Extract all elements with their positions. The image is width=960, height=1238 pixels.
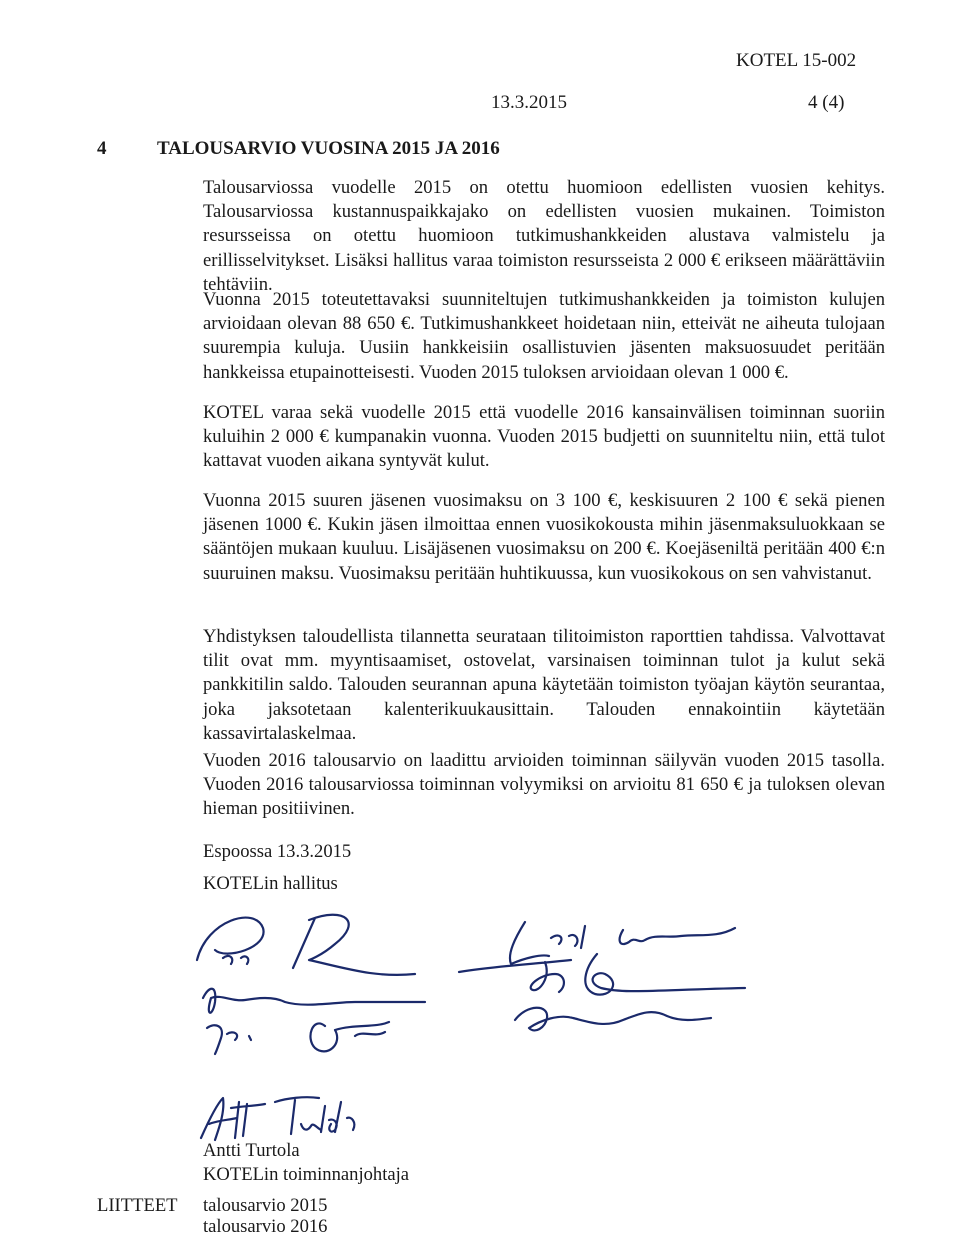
document-id: KOTEL 15-002 [736,50,857,71]
director-name: Antti Turtola [203,1140,300,1161]
paragraph-international: KOTEL varaa sekä vuodelle 2015 että vuodelle 2016 kansainvälisen toiminnan suoriin kuluihin 2 000 € kumpanakin vuonna. Vuoden 2015 budjetti on suunniteltu niin, että tulot kattavat vuoden aikana syntyvät kulut. [203,402,885,472]
paragraph-membership-fees: Vuonna 2015 suuren jäsenen vuosimaksu on 3 100 €, keskisuuren 2 100 € sekä pienen jäsenen 1000 €. Kukin jäsen ilmoittaa ennen vuosikokousta mihin jäsenmaksuluokkaan se sääntöjen mukaan kuuluu. Lisäjäsenen vuosimaksu on 200 €. Koejäseniltä peritään 400 €:n suuruinen maksu. Vuosimaksu peritään huhtikuussa, kun vuosikokous on sen vahvistanut. [203,490,885,584]
document-date: 13.3.2015 [491,92,567,113]
page-number: 4 (4) [808,92,845,113]
paragraph-budget-2015: Talousarviossa vuodelle 2015 on otettu huomioon edellisten vuosien kehitys. Talousarviossa kustannuspaikkajako on edellisten vuosien mukainen. Toimiston resursseissa on otettu huomioon tutkimushankkeiden alustava valmistelu ja erillisselvitykset. Lisäksi hallitus varaa toimiston resursseista 2 000 € erikseen määrättäviin tehtäviin. [203,177,885,295]
attachment-item: talousarvio 2016 [203,1216,328,1237]
board-signatures-right [455,908,755,1048]
attachments-label: LIITTEET [97,1195,178,1216]
paragraph-budget-2016: Vuoden 2016 talousarvio on laadittu arvioiden toiminnan säilyvän vuoden 2015 tasolla. Vuoden 2016 talousarviossa toiminnan volyymiksi on arvioitu 81 650 € ja tuloksen olevan hieman positiivinen. [203,750,885,820]
paragraph-research-costs: Vuonna 2015 toteutettavaksi suunniteltujen tutkimushankkeiden ja toimiston kulujen arvioidaan olevan 88 650 €. Tutkimushankkeet hoidetaan niin, etteivät ne aiheuta tulojaan suurempia kuluja. Uusiin hankkeisiin osallistuvien jäsenten maksuosuudet peritään hankkeissa etupainotteisesti. Vuoden 2015 tuloksen arvioidaan olevan 1 000 €. [203,289,885,383]
director-title: KOTELin toiminnanjohtaja [203,1164,410,1185]
place-date: Espoossa 13.3.2015 [203,841,352,862]
attachment-item: talousarvio 2015 [203,1195,328,1216]
paragraph-financial-monitoring: Yhdistyksen taloudellista tilannetta seurataan tilitoimiston raporttien tahdissa. Valvottavat tilit ovat mm. myyntisaamiset, ostovelat, varsinaisen toiminnan tulot ja kulut sekä pankkitilin saldo. Talouden seurannan apuna käytetään toimiston työajan käytön seurantaa, joka jaksotetaan kalenterikuukausittain. Talouden ennakointiin käytetään kassavirtalaskelmaa. [203,626,885,744]
section-title: TALOUSARVIO VUOSINA 2015 JA 2016 [157,138,500,159]
section-number: 4 [97,138,107,159]
board-name: KOTELin hallitus [203,873,338,894]
board-signatures-left [185,898,445,1078]
